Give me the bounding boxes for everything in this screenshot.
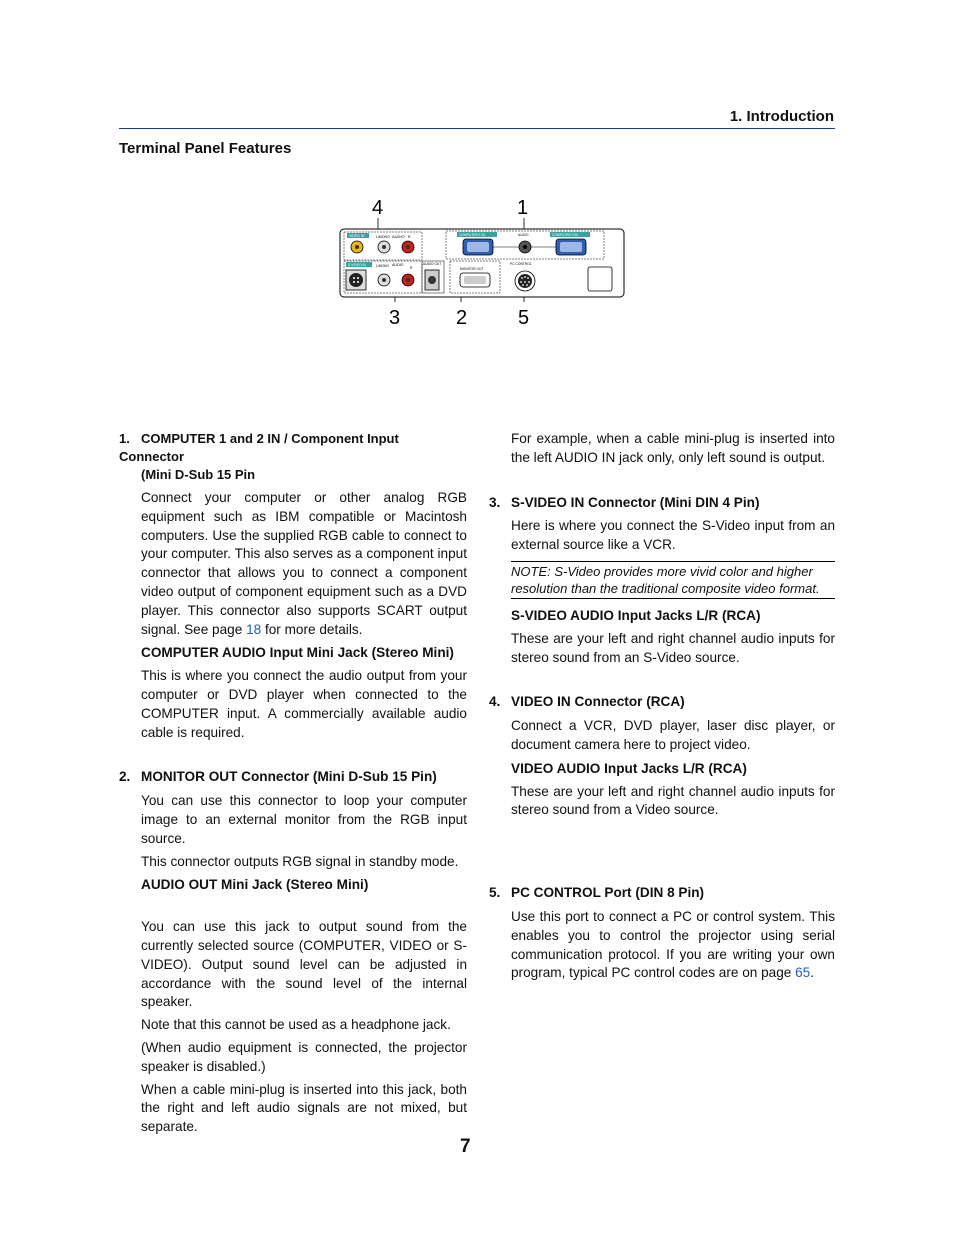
section-title: Terminal Panel Features <box>119 140 292 157</box>
page-number: 7 <box>460 1136 471 1157</box>
section-4-heading: 4. VIDEO IN Connector (RCA) <box>489 694 685 710</box>
running-header: 1. Introduction <box>729 108 834 125</box>
svg-text:PC CONTROL: PC CONTROL <box>510 262 532 266</box>
video-audio-heading: VIDEO AUDIO Input Jacks L/R (RCA) <box>511 760 747 776</box>
svg-text:MONITOR OUT: MONITOR OUT <box>460 267 484 271</box>
s-video-audio-heading: S-VIDEO AUDIO Input Jacks L/R (RCA) <box>511 607 761 623</box>
computer-audio-paragraph: This is where you connect the audio output from your computer or DVD player when connected to the COMPUTER input. A commercially available audio cable is required. <box>141 668 467 740</box>
s-video-note: NOTE: S-Video provides more vivid color and higher resolution than the traditional composite video format. <box>511 561 835 599</box>
section-2-paragraph-4: Note that this cannot be used as a headphone jack. <box>141 1017 451 1033</box>
header-rule <box>119 128 835 129</box>
section-4-paragraph: Connect a VCR, DVD player, laser disc player, or document camera here to project video. <box>511 718 835 752</box>
callout-4: 4 <box>372 197 384 219</box>
page-link-18[interactable]: 18 <box>246 621 262 637</box>
section-2-paragraph-6: When a cable mini-plug is inserted into this jack, both the right and left audio signals are not mixed, but separate. <box>141 1081 467 1135</box>
left-column <box>119 430 467 1141</box>
svg-text:AUDIO: AUDIO <box>392 234 405 239</box>
section-1-heading: 1. COMPUTER 1 and 2 IN / Component Input Connector (Mini D-Sub 15 Pin <box>119 431 399 482</box>
svg-text:L/MONO: L/MONO <box>376 235 390 239</box>
s-video-audio-paragraph: These are your left and right channel audio inputs for stereo sound from an S-Video source. <box>511 630 835 665</box>
section-2-paragraph-2: This connector outputs RGB signal in standby mode. <box>141 853 459 869</box>
section-3-paragraph: Here is where you connect the S-Video input from an external source like a VCR. <box>511 518 835 553</box>
right-intro-paragraph: For example, when a cable mini-plug is inserted into the left AUDIO IN jack only, only left sound is output. <box>511 431 835 465</box>
svg-text:AUDIO OUT: AUDIO OUT <box>423 262 442 266</box>
callout-2: 2 <box>456 307 468 329</box>
section-2-paragraph-1: You can use this connector to loop your computer image to an external monitor from the RGB input source. <box>141 793 467 846</box>
callout-1: 1 <box>517 197 529 219</box>
section-2-paragraph-5: (When audio equipment is connected, the projector speaker is disabled.) <box>141 1039 467 1074</box>
video-audio-paragraph: These are your left and right channel audio inputs for stereo sound from a Video source. <box>511 783 835 818</box>
svg-text:AUDIO: AUDIO <box>392 263 404 267</box>
svg-text:AUDIO: AUDIO <box>518 233 529 237</box>
section-5-heading: 5. PC CONTROL Port (DIN 8 Pin) <box>489 885 705 901</box>
section-2-heading: 2. MONITOR OUT Connector (Mini D-Sub 15 Pin) <box>119 769 437 785</box>
page-link-65[interactable]: 65 <box>795 965 811 981</box>
svg-text:VIDEO IN: VIDEO IN <box>349 234 365 238</box>
svg-text:R: R <box>408 235 411 239</box>
right-column <box>489 430 835 987</box>
callout-5: 5 <box>518 307 530 329</box>
svg-text:S-VIDEO IN: S-VIDEO IN <box>348 263 366 267</box>
svg-text:L/MONO: L/MONO <box>376 264 390 268</box>
svg-text:R: R <box>410 266 413 270</box>
section-2-paragraph-3: You can use this jack to output sound from the currently selected source (COMPUTER, VIDEO or S-VIDEO). Output sound level can be adjusted in accordance with the sound level of the internal speaker. <box>141 919 467 1010</box>
computer-audio-heading: COMPUTER AUDIO Input Mini Jack (Stereo Mini) <box>141 645 454 661</box>
svg-text:COMPUTER 1 IN: COMPUTER 1 IN <box>459 233 485 237</box>
svg-text:COMPUTER 2 IN: COMPUTER 2 IN <box>552 233 578 237</box>
audio-out-heading: AUDIO OUT Mini Jack (Stereo Mini) <box>141 877 369 893</box>
panel-sensor-box <box>588 267 612 291</box>
terminal-panel-diagram <box>300 185 640 335</box>
callout-3: 3 <box>389 307 401 329</box>
section-5-paragraph: Use this port to connect a PC or control system. This enables you to control the projector using serial communication protocol. If you are writing your own program, typical PC control codes are on page 65. <box>511 908 835 981</box>
section-1-paragraph: Connect your computer or other analog RGB equipment such as IBM compatible or Macintosh computers. Use the supplied RGB cable to connect to your computer. This also serves as a component input connector that allows you to connect a component video output of component equipment such as a DVD player. This connector also supports SCART output signal. See page 18 for more details. <box>141 490 467 637</box>
section-3-heading: 3. S-VIDEO IN Connector (Mini DIN 4 Pin) <box>489 494 760 510</box>
